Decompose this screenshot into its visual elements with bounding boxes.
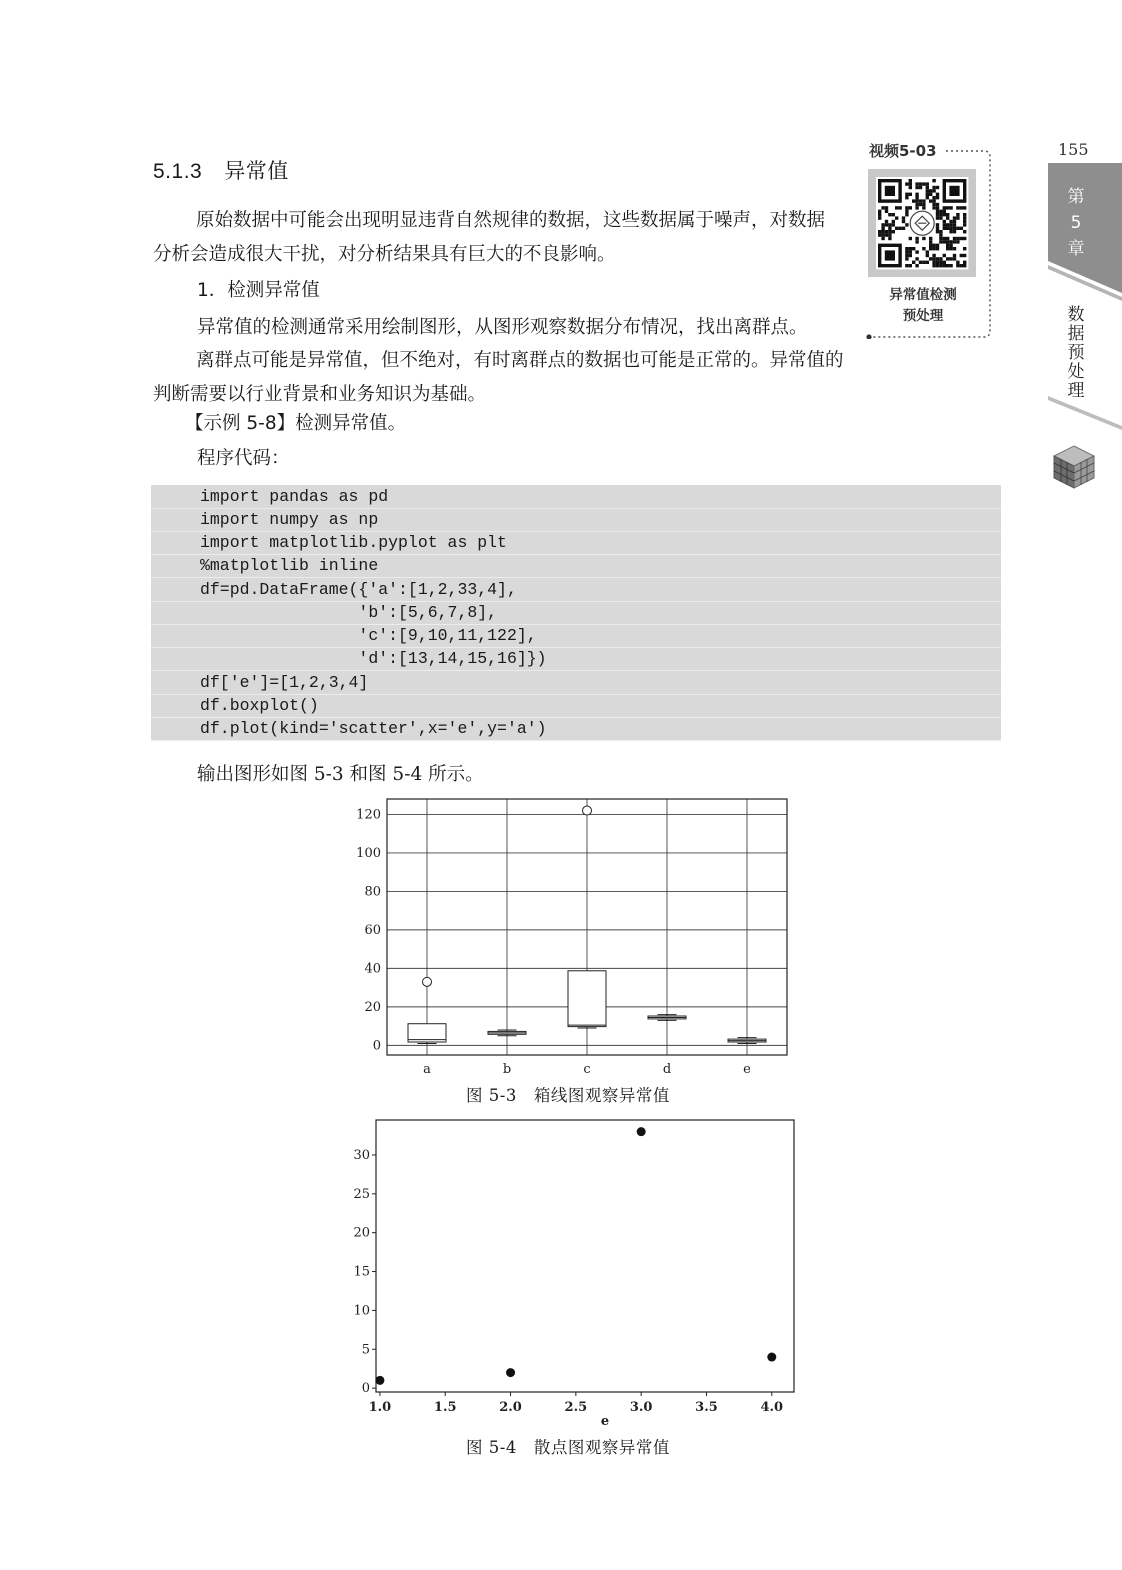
y-tick-label: 30 (353, 1147, 370, 1163)
code-line: df.boxplot() (151, 694, 1001, 718)
scatter-point (767, 1353, 776, 1362)
example-text: 检测异常值。 (295, 413, 407, 434)
y-tick-label: 10 (353, 1303, 370, 1319)
paragraph-3: 离群点可能是异常值，但不绝对，有时离群点的数据也可能是正常的。异常值的判断需要以行业背景和业务知识为基础。 (153, 350, 844, 405)
section-title: 异常值 (224, 159, 289, 183)
y-tick-label: 20 (353, 1225, 370, 1241)
qr-code-icon (876, 177, 968, 269)
x-tick-label: 1.5 (433, 1400, 457, 1415)
y-tick-label: 20 (364, 999, 381, 1015)
scatter-point (637, 1127, 646, 1136)
x-tick-label: c (583, 1062, 591, 1077)
y-tick-label: 5 (361, 1342, 370, 1358)
x-tick-label: d (662, 1062, 672, 1077)
x-tick-label: 2.0 (499, 1400, 522, 1415)
example-label: 【示例 5-8】 (185, 413, 296, 434)
figure-5-3-caption: 图 5-3 箱线图观察异常值 (466, 1086, 670, 1105)
code-line: 'b':[5,6,7,8], (151, 601, 1001, 625)
subsection-heading: 1．检测异常值 (197, 280, 320, 301)
outlier-point (423, 977, 432, 986)
x-tick-label: 1.0 (368, 1400, 392, 1415)
box-c (568, 971, 606, 1027)
y-tick-label: 120 (356, 807, 381, 823)
video-label: 视频5-03 (869, 142, 937, 160)
y-tick-label: 60 (364, 922, 381, 938)
page-number: 155 (1058, 140, 1089, 159)
code-block (151, 485, 1001, 741)
code-line: import numpy as np (151, 508, 1001, 532)
plot-frame (376, 1120, 794, 1392)
code-line: 'd':[13,14,15,16]}) (151, 647, 1001, 671)
y-tick-label: 40 (364, 961, 381, 977)
boxplot-figure (340, 795, 810, 1080)
chapter-title: 数 据 预 处 理 (1067, 305, 1085, 401)
cube-logo-icon (1052, 444, 1096, 492)
y-tick-label: 25 (353, 1186, 370, 1202)
outlier-point (583, 806, 592, 815)
example-line (185, 409, 406, 435)
code-line: import pandas as pd (151, 485, 1001, 509)
x-tick-label: 3.5 (695, 1400, 718, 1415)
code-line: df=pd.DataFrame({'a':[1,2,33,4], (151, 578, 1001, 602)
x-tick-label: 2.5 (564, 1400, 588, 1415)
chapter-label: 第 5 章 (1067, 187, 1085, 259)
paragraph-2: 异常值的检测通常采用绘制图形，从图形观察数据分布情况，找出离群点。 (197, 317, 808, 338)
paragraph-1: 原始数据中可能会出现明显违背自然规律的数据，这些数据属于噪声，对数据分析会造成很大干扰，对分析结果具有巨大的不良影响。 (153, 210, 826, 265)
code-line: import matplotlib.pyplot as plt (151, 531, 1001, 555)
y-tick-label: 15 (353, 1264, 370, 1280)
x-tick-label: a (423, 1062, 431, 1077)
output-text: 输出图形如图 5-3 和图 5-4 所示。 (197, 764, 484, 785)
figure-5-4-caption: 图 5-4 散点图观察异常值 (466, 1438, 670, 1457)
scatter-figure (340, 1115, 810, 1435)
y-tick-label: 80 (364, 884, 381, 900)
code-line: df.plot(kind='scatter',x='e',y='a') (151, 717, 1001, 741)
scatter-point (375, 1376, 384, 1385)
y-tick-label: 0 (361, 1381, 370, 1397)
section-number: 5.1.3 (153, 160, 203, 183)
x-axis-label: e (600, 1414, 610, 1429)
program-label: 程序代码： (197, 448, 290, 469)
y-tick-label: 100 (356, 845, 381, 861)
section-heading (153, 155, 289, 185)
code-line: 'c':[9,10,11,122], (151, 624, 1001, 648)
x-tick-label: e (743, 1062, 751, 1077)
video-caption: 异常值检测 预处理 (889, 287, 957, 324)
x-tick-label: 4.0 (760, 1400, 784, 1415)
code-line: %matplotlib inline (151, 554, 1001, 578)
y-tick-label: 0 (372, 1038, 381, 1054)
scatter-point (506, 1368, 515, 1377)
code-line: df['e']=[1,2,3,4] (151, 671, 1001, 695)
x-tick-label: b (502, 1062, 512, 1077)
x-tick-label: 3.0 (629, 1400, 653, 1415)
